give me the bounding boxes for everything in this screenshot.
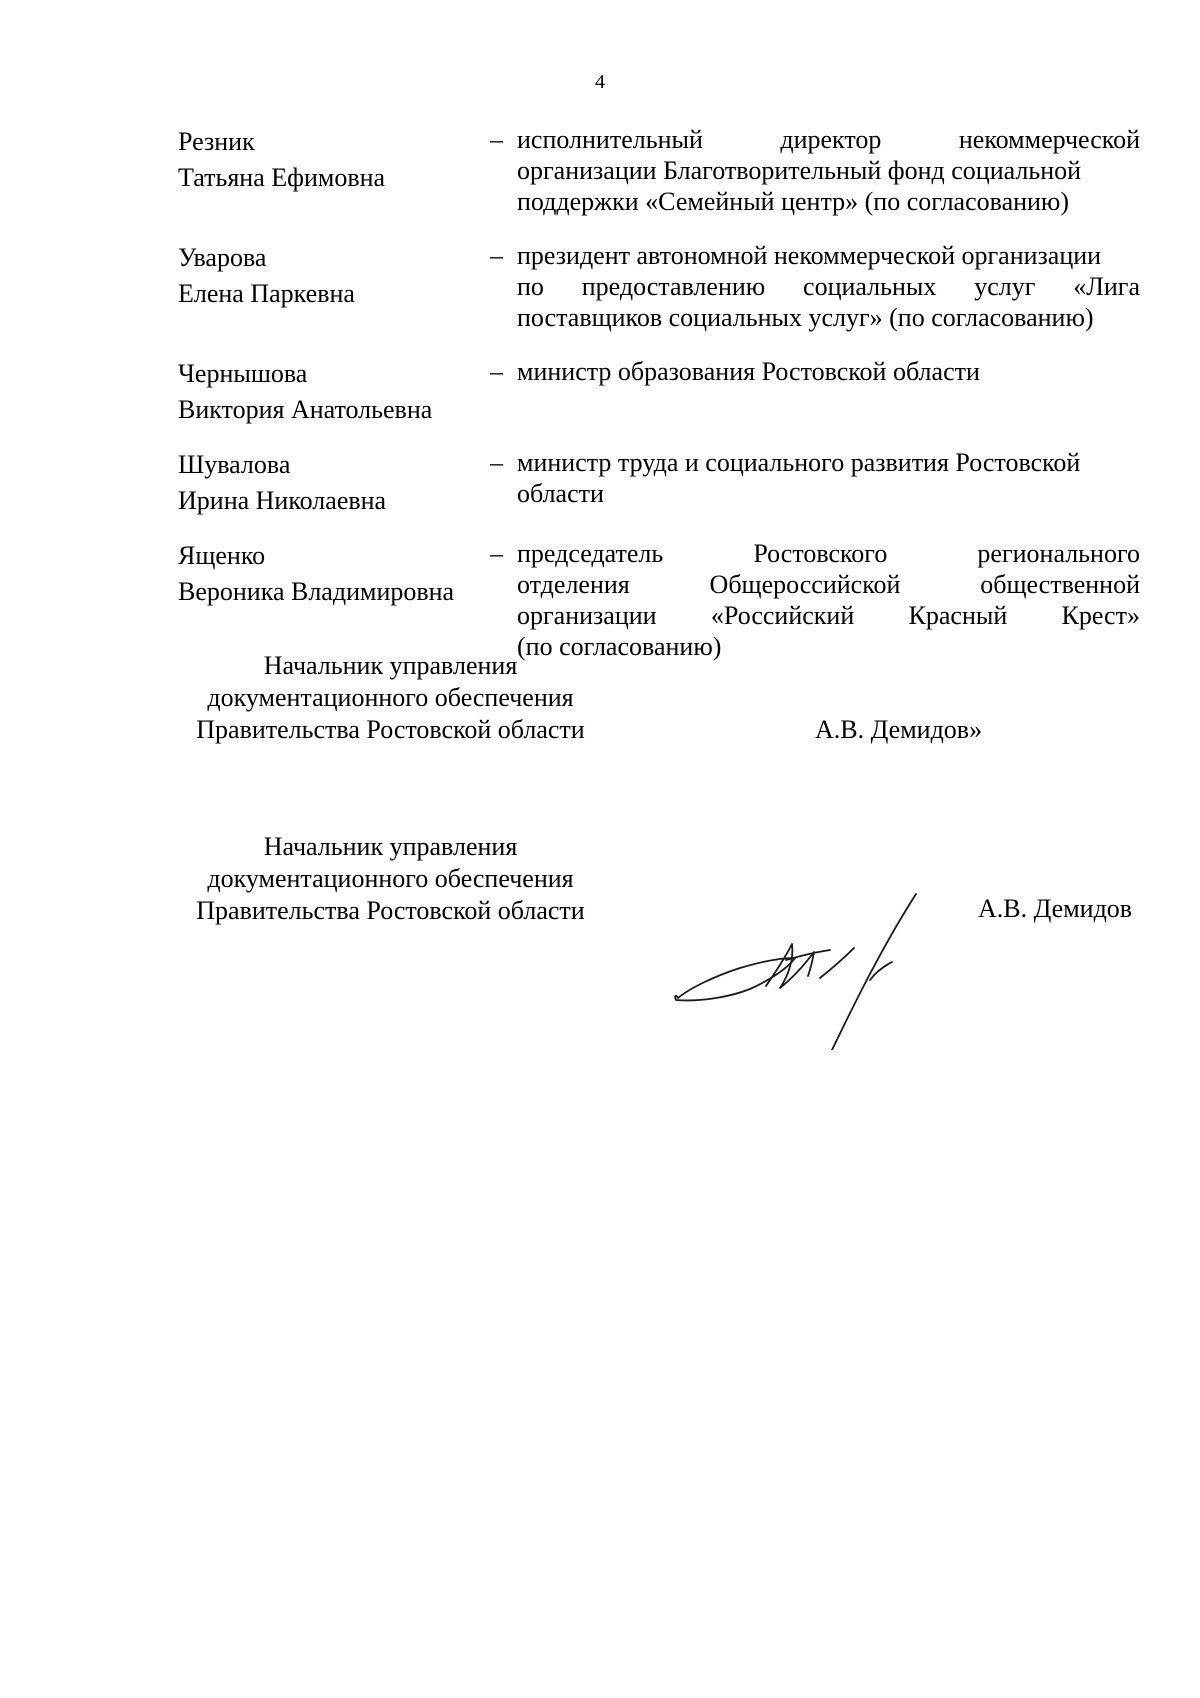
- member-given-names: Елена Паркевна: [178, 279, 355, 308]
- closing-signature-name: А.В. Демидов»: [815, 715, 983, 744]
- member-name: [178, 124, 488, 196]
- description-word: министр труда и социального развития Ростовской: [517, 448, 1081, 477]
- member-description: [517, 356, 1140, 387]
- description-word: области: [517, 479, 604, 508]
- description-word: Общероссийской: [709, 570, 901, 599]
- member-dash: –: [490, 539, 503, 568]
- member-surname: Чернышова: [178, 359, 308, 388]
- description-word: президент автономной некоммерческой организации: [517, 241, 1102, 270]
- position-line: документационного обеспечения: [207, 683, 574, 712]
- description-word: «Лига: [1073, 272, 1140, 301]
- description-word: (по согласованию): [517, 632, 722, 661]
- description-line: [517, 356, 1140, 387]
- member-dash: –: [490, 241, 503, 270]
- member-name: [178, 447, 488, 519]
- closing-signature-position: [168, 650, 613, 746]
- position-line: Правительства Ростовской области: [196, 896, 585, 925]
- member-description: [517, 538, 1140, 662]
- description-word: «Российский: [710, 601, 855, 630]
- description-line: [517, 186, 1140, 217]
- position-line: Начальник управления: [263, 651, 518, 680]
- member-surname: Уварова: [178, 243, 267, 272]
- member-given-names: Виктория Анатольевна: [178, 395, 433, 424]
- member-dash: –: [490, 125, 503, 154]
- description-word: социальных: [803, 272, 937, 301]
- description-word: предоставлению: [581, 272, 766, 301]
- description-line: [517, 155, 1140, 186]
- member-given-names: Ирина Николаевна: [178, 486, 387, 515]
- description-line: [517, 240, 1140, 271]
- description-word: Красный: [908, 601, 1008, 630]
- description-word: общественной: [980, 570, 1140, 599]
- member-surname: Ященко: [178, 541, 266, 570]
- position-line: Правительства Ростовской области: [196, 715, 585, 744]
- description-word: министр образования Ростовской области: [517, 357, 980, 386]
- description-word: некоммерческой: [958, 125, 1140, 154]
- description-word: организации: [517, 601, 657, 630]
- member-description: [517, 124, 1140, 217]
- description-line: [517, 271, 1140, 302]
- position-line: документационного обеспечения: [207, 864, 574, 893]
- description-line: [517, 447, 1140, 478]
- description-word: отделения: [517, 570, 630, 599]
- description-word: исполнительный: [517, 125, 703, 154]
- final-signature-name: А.В. Демидов: [978, 894, 1133, 923]
- description-line: [517, 302, 1140, 333]
- member-description: [517, 447, 1140, 509]
- member-surname: Резник: [178, 127, 255, 156]
- description-word: Крест»: [1061, 601, 1140, 630]
- description-line: [517, 124, 1140, 155]
- member-given-names: Вероника Владимировна: [178, 577, 455, 606]
- handwritten-signature: [670, 890, 950, 1050]
- description-word: по: [517, 272, 544, 301]
- description-word: поставщиков социальных услуг» (по согласованию): [517, 303, 1094, 332]
- description-word: Ростовского: [753, 539, 888, 568]
- description-word: директор: [780, 125, 882, 154]
- description-word: поддержки «Семейный центр» (по согласованию): [517, 187, 1070, 216]
- description-word: услуг: [974, 272, 1036, 301]
- description-word: регионального: [977, 539, 1140, 568]
- member-name: [178, 240, 488, 312]
- member-description: [517, 240, 1140, 333]
- member-dash: –: [490, 357, 503, 386]
- description-word: организации Благотворительный фонд социальной: [517, 156, 1082, 185]
- final-signature-position: [168, 831, 613, 927]
- position-line: Начальник управления: [263, 832, 518, 861]
- page-number: 4: [595, 71, 605, 93]
- member-dash: –: [490, 448, 503, 477]
- description-line: [517, 569, 1140, 600]
- member-given-names: Татьяна Ефимовна: [178, 163, 386, 192]
- member-name: [178, 538, 488, 610]
- description-word: председатель: [517, 539, 664, 568]
- description-line: [517, 538, 1140, 569]
- member-surname: Шувалова: [178, 450, 291, 479]
- description-line: [517, 600, 1140, 631]
- member-name: [178, 356, 488, 428]
- description-line: [517, 478, 1140, 509]
